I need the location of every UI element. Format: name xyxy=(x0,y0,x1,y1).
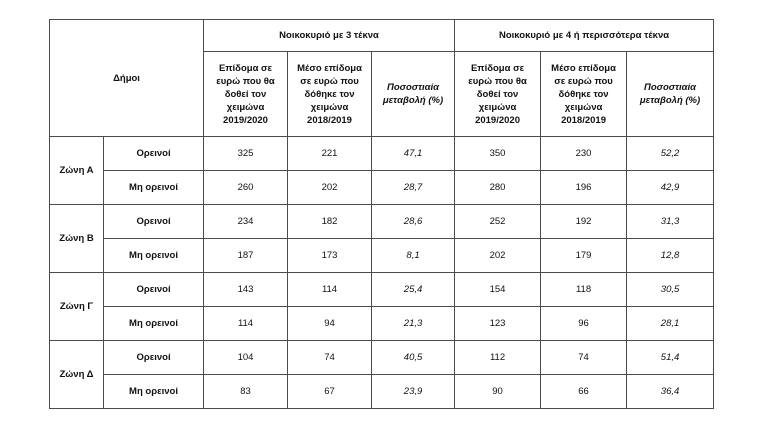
group-header-4-plus-children: Νοικοκυριό με 4 ή περισσότερα τέκνα xyxy=(455,20,714,52)
table-row xyxy=(50,375,714,409)
column-header-percent-change xyxy=(627,52,714,137)
column-header-label: Ποσοστιαία μεταβολή (%) xyxy=(382,82,444,106)
table-cell-percent: 12,8 xyxy=(627,239,714,273)
column-header-allowance-2019-2020 xyxy=(455,52,541,137)
municipalities-header: Δήμοι xyxy=(50,20,204,137)
table-cell: 83 xyxy=(204,375,288,409)
table-row xyxy=(50,307,714,341)
table-cell: 202 xyxy=(455,239,541,273)
table-cell: 94 xyxy=(288,307,372,341)
table-cell: 350 xyxy=(455,137,541,171)
table-cell-percent: 28,1 xyxy=(627,307,714,341)
table-cell: 196 xyxy=(541,171,627,205)
table-cell-percent: 23,9 xyxy=(372,375,455,409)
area-type-label: Ορεινοί xyxy=(104,137,204,171)
zone-label: Ζώνη Β xyxy=(50,205,104,273)
table-cell: 234 xyxy=(204,205,288,239)
table-cell: 96 xyxy=(541,307,627,341)
area-type-label: Ορεινοί xyxy=(104,205,204,239)
column-header-label: Επίδομα σε ευρώ που θα δοθεί τον χειμώνα 2019/2020 xyxy=(216,62,275,126)
table-cell: 230 xyxy=(541,137,627,171)
table-cell-percent: 47,1 xyxy=(372,137,455,171)
area-type-label: Ορεινοί xyxy=(104,341,204,375)
table-cell: 66 xyxy=(541,375,627,409)
table-cell: 187 xyxy=(204,239,288,273)
table-cell-percent: 42,9 xyxy=(627,171,714,205)
table-cell: 252 xyxy=(455,205,541,239)
zone-label: Ζώνη Α xyxy=(50,137,104,205)
heating-allowance-table xyxy=(49,19,714,409)
table-cell-percent: 8,1 xyxy=(372,239,455,273)
zone-label: Ζώνη Γ xyxy=(50,273,104,341)
table-cell: 260 xyxy=(204,171,288,205)
table-cell: 280 xyxy=(455,171,541,205)
table-row xyxy=(50,341,714,375)
table-cell: 67 xyxy=(288,375,372,409)
area-type-label: Μη ορεινοί xyxy=(104,171,204,205)
table-cell: 114 xyxy=(204,307,288,341)
table-cell-percent: 25,4 xyxy=(372,273,455,307)
table-body xyxy=(50,137,714,409)
column-header-label: Επίδομα σε ευρώ που θα δοθεί τον χειμώνα 2019/2020 xyxy=(468,62,527,126)
column-header-label: Μέσο επίδομα σε ευρώ που δόθηκε τον χειμώνα 2018/2019 xyxy=(551,62,616,126)
table-cell: 112 xyxy=(455,341,541,375)
table-cell: 179 xyxy=(541,239,627,273)
table-cell-percent: 36,4 xyxy=(627,375,714,409)
table-cell: 325 xyxy=(204,137,288,171)
table-cell-percent: 30,5 xyxy=(627,273,714,307)
table-cell: 221 xyxy=(288,137,372,171)
table-cell-percent: 51,4 xyxy=(627,341,714,375)
area-type-label: Ορεινοί xyxy=(104,273,204,307)
table-row xyxy=(50,205,714,239)
column-header-allowance-2019-2020 xyxy=(204,52,288,137)
column-header-avg-allowance-2018-2019 xyxy=(541,52,627,137)
table-cell: 74 xyxy=(541,341,627,375)
table-cell-percent: 28,6 xyxy=(372,205,455,239)
column-header-label: Ποσοστιαία μεταβολή (%) xyxy=(639,82,701,106)
table-cell: 90 xyxy=(455,375,541,409)
table-cell: 118 xyxy=(541,273,627,307)
column-header-percent-change xyxy=(372,52,455,137)
table-cell-percent: 31,3 xyxy=(627,205,714,239)
table-row xyxy=(50,137,714,171)
table-cell: 192 xyxy=(541,205,627,239)
group-header-3-children: Νοικοκυριό με 3 τέκνα xyxy=(204,20,455,52)
zone-label: Ζώνη Δ xyxy=(50,341,104,409)
area-type-label: Μη ορεινοί xyxy=(104,307,204,341)
area-type-label: Μη ορεινοί xyxy=(104,375,204,409)
table-header xyxy=(50,20,714,137)
table-cell-percent: 52,2 xyxy=(627,137,714,171)
table-cell: 173 xyxy=(288,239,372,273)
table-cell: 143 xyxy=(204,273,288,307)
table-row xyxy=(50,239,714,273)
table-cell: 104 xyxy=(204,341,288,375)
table-cell: 202 xyxy=(288,171,372,205)
column-header-avg-allowance-2018-2019 xyxy=(288,52,372,137)
table-cell: 123 xyxy=(455,307,541,341)
table-cell-percent: 28,7 xyxy=(372,171,455,205)
table-cell: 74 xyxy=(288,341,372,375)
table-cell-percent: 40,5 xyxy=(372,341,455,375)
table-cell: 154 xyxy=(455,273,541,307)
table-cell-percent: 21,3 xyxy=(372,307,455,341)
table-cell: 114 xyxy=(288,273,372,307)
column-header-label: Μέσο επίδομα σε ευρώ που δόθηκε τον χειμώνα 2018/2019 xyxy=(297,62,362,126)
area-type-label: Μη ορεινοί xyxy=(104,239,204,273)
table-row xyxy=(50,171,714,205)
table-row xyxy=(50,273,714,307)
table-cell: 182 xyxy=(288,205,372,239)
